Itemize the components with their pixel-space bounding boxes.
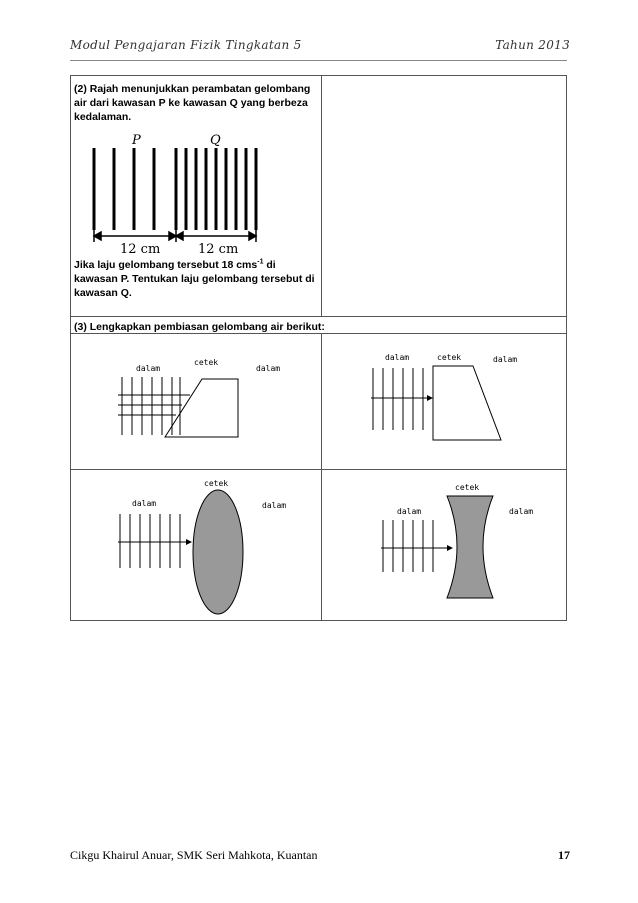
label-cetek: cetek <box>455 483 480 492</box>
wavefronts <box>383 520 433 572</box>
label-p: P <box>132 133 141 148</box>
arrow-head <box>427 395 433 401</box>
header-divider <box>70 60 567 61</box>
label-dalam-right: dalam <box>256 364 281 373</box>
dimension-arrows <box>94 230 256 242</box>
q2-wave-diagram <box>80 128 270 258</box>
concave-shallow-region <box>447 496 493 598</box>
wave-rays <box>118 395 190 415</box>
label-cetek: cetek <box>204 479 229 488</box>
wavefronts-q <box>176 148 256 230</box>
dim-right-label: 12 cm <box>198 242 239 257</box>
refraction-diagram-2 <box>365 348 545 448</box>
arrow-head <box>186 539 192 545</box>
label-dalam-left: dalam <box>385 353 410 362</box>
q2-prompt: Jika laju gelombang tersebut 18 cms$^{-1}$ di kawasan P. Tentukan laju gelombang tersebut di kawasan Q. <box>74 258 315 299</box>
label-dalam-left: dalam <box>397 507 422 516</box>
label-dalam-right: dalam <box>262 501 287 510</box>
header-year: Tahun 2013 <box>495 38 570 52</box>
q2-question-text: (2) Rajah menunjukkan perambatan gelombang air dari kawasan P ke kawasan Q yang berbeza kedalaman. <box>74 83 311 123</box>
refraction-diagram-4 <box>375 476 555 606</box>
arrow-head <box>447 545 453 551</box>
q3-title: (3) Lengkapkan pembiasan gelombang air berikut: <box>74 321 325 333</box>
label-cetek: cetek <box>437 353 462 362</box>
shallow-region <box>433 366 501 440</box>
label-dalam-left: dalam <box>132 499 157 508</box>
wavefronts <box>120 514 180 568</box>
footer-author: Cikgu Khairul Anuar, SMK Seri Mahkota, Kuantan <box>70 848 318 862</box>
label-q: Q <box>210 133 221 148</box>
wavefronts <box>373 368 423 430</box>
wavefronts-p <box>94 148 154 230</box>
label-cetek: cetek <box>194 358 219 367</box>
label-dalam-right: dalam <box>493 355 518 364</box>
shallow-region <box>165 379 238 437</box>
convex-shallow-region <box>193 490 243 614</box>
refraction-diagram-3 <box>110 476 310 616</box>
header-title: Modul Pengajaran Fizik Tingkatan 5 <box>70 38 302 52</box>
page-number: 17 <box>558 848 570 862</box>
label-dalam-right: dalam <box>509 507 534 516</box>
refraction-diagram-1 <box>110 355 300 445</box>
q2-cell-right <box>321 75 567 317</box>
label-dalam-left: dalam <box>136 364 161 373</box>
dim-left-label: 12 cm <box>120 242 161 257</box>
